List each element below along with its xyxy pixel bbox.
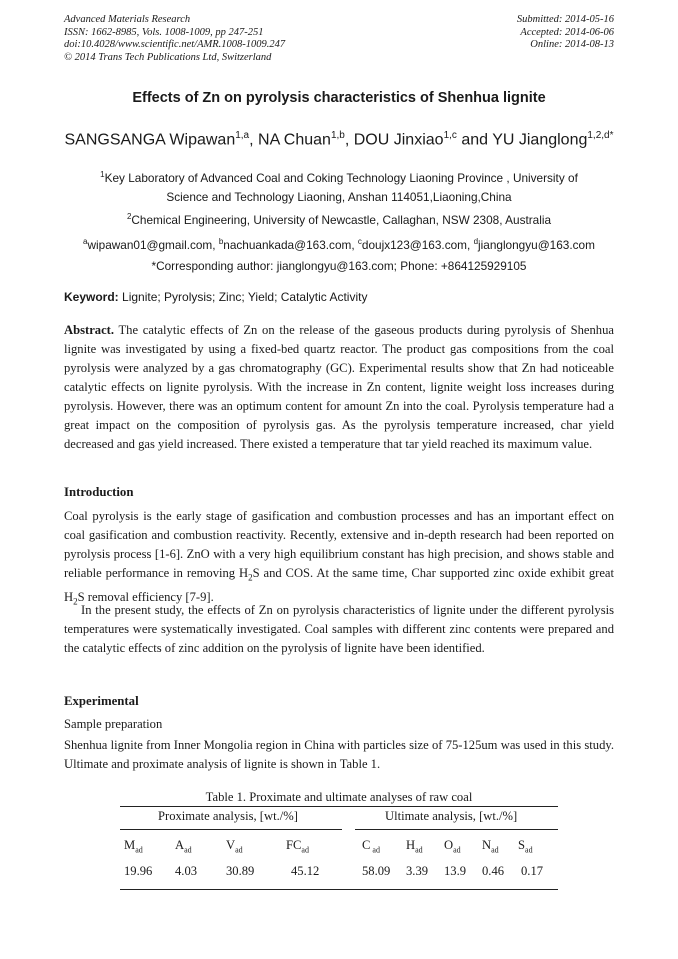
- text-run: S and COS. At the same time, Char supported zinc oxide exhibit great H: [64, 566, 614, 604]
- email-link[interactable]: nachuankada@163.com,: [223, 237, 358, 252]
- author-list: [0, 130, 678, 149]
- column-header: C $_{ad}$: [362, 838, 380, 855]
- table-cell: 4.03: [175, 864, 198, 878]
- author-sep: and: [456, 131, 493, 149]
- author-sup: 1,2,d*: [587, 130, 614, 141]
- author-sep: ,: [344, 131, 354, 149]
- author-sup: 1,b: [330, 130, 345, 141]
- email-sup: b: [218, 237, 224, 246]
- affiliation-text: Chemical Engineering, University of Newcastle, Callaghan, NSW 2308, Australia: [131, 212, 552, 227]
- table-cell: 58.09: [362, 864, 391, 878]
- column-header: $H_{ad}$: [406, 838, 423, 855]
- sample-preparation-subheading: Sample preparation: [64, 717, 163, 731]
- issn-line: ISSN: 1662-8985, Vols. 1008-1009, pp 247-251: [64, 26, 264, 38]
- subscript: 2: [248, 572, 253, 583]
- table-cell: 19.96: [124, 864, 153, 878]
- email-list: [40, 232, 638, 255]
- journal-info: [64, 14, 285, 64]
- table-cell: 30.89: [226, 864, 255, 878]
- column-header: $N_{ad}$: [482, 838, 499, 855]
- online-date: Online: 2014-08-13: [530, 39, 614, 50]
- table-cell: 45.12: [291, 864, 320, 878]
- paper-title: Effects of Zn on pyrolysis characteristics of Shenhua lignite: [132, 90, 546, 106]
- ultimate-group-rule: [355, 829, 558, 830]
- author-sup: 1,a: [235, 130, 250, 141]
- proximate-group-rule: [120, 829, 342, 830]
- introduction-paragraph-2: In the present study, the effects of Zn on pyrolysis characteristics of lignite under the different pyrolysis temperatures were systematically investigated. Coal samples with different zinc contents were prepared and the catalytic effects of zinc addition on the pyrolysis of lignite have been identified.: [64, 603, 614, 655]
- journal-name: Advanced Materials Research: [64, 14, 191, 25]
- affiliation-1: [84, 165, 594, 207]
- author-sup: 1,c: [443, 130, 457, 141]
- author-name: YU Jianglong: [492, 131, 588, 149]
- column-header: $V_{ad}$: [226, 838, 243, 855]
- text-run: Coal pyrolysis is the early stage of gasification and combustion processes and has an important effect on coal gasification and combustion reactivity. Recently, extensive and in-depth research had been reported on pyrolysis process [1-6]. ZnO with a very high equilibrium constant has high precision, and shows stable and reliable performance in removing H: [64, 509, 614, 580]
- submitted-date: Submitted: 2014-05-16: [516, 14, 614, 25]
- email-sup: c: [357, 237, 362, 246]
- table-group-proximate: Proximate analysis, [wt./%]: [158, 809, 298, 823]
- email-sup: d: [473, 237, 479, 246]
- doi-line[interactable]: doi:10.4028/www.scientific.net/AMR.1008-1009.247: [64, 39, 286, 50]
- experimental-paragraph: Shenhua lignite from Inner Mongolia region in China with particles size of 75-125um was used in this study. Ultimate and proximate analysis of lignite is shown in Table 1.: [64, 738, 614, 771]
- table-group-ultimate: Ultimate analysis, [wt./%]: [385, 809, 518, 823]
- table-caption: Table 1. Proximate and ultimate analyses of raw coal: [205, 790, 473, 804]
- abstract-label: Abstract.: [64, 323, 115, 337]
- affiliation-2: [64, 207, 614, 230]
- table-cell: 3.39: [406, 864, 429, 878]
- column-header: $O_{ad}$: [444, 838, 461, 855]
- author-name: NA Chuan: [258, 131, 331, 149]
- table-cell: 0.46: [482, 864, 505, 878]
- corresponding-author: *Corresponding author: jianglongyu@163.com; Phone: +864125929105: [151, 259, 527, 273]
- email-link[interactable]: doujx123@163.com,: [361, 237, 474, 252]
- author-name: DOU Jinxiao: [353, 131, 444, 149]
- table-bottom-rule: [120, 889, 558, 890]
- table-top-rule: [120, 806, 558, 807]
- introduction-heading: Introduction: [64, 485, 134, 499]
- abstract: [64, 321, 614, 454]
- email-sup: a: [83, 237, 88, 246]
- table-cell: 13.9: [444, 864, 467, 878]
- copyright-line: © 2014 Trans Tech Publications Ltd, Switzerland: [64, 51, 272, 63]
- author-sep: ,: [249, 131, 259, 149]
- subscript: 2: [73, 596, 78, 607]
- column-header: $A_{ad}$: [175, 838, 192, 855]
- dates-info: [517, 14, 614, 52]
- table-cell: 0.17: [521, 864, 544, 878]
- abstract-text: The catalytic effects of Zn on the release of the gaseous products during pyrolysis of Shenhua lignite was investigated by using a fixed-bed quartz reactor. The product gas compositions from the coal pyrolysis were analyzed by a gas chromatography (GC). Experimental results show that Zn had noticeable catalytic effects on lignite pyrolysis. With the increase in Zn content, lignite weight loss increases during pyrolysis. However, there was an optimum content for amount Zn into the coal. Pyrolysis temperature had a great impact on the composition of pyrolysis gas. As the pyrolysis temperature increased, char yield decreased and gas yield increased. There existed a temperature that tar yield reached its maximum value.: [64, 323, 614, 451]
- column-header: $FC_{ad}$: [286, 838, 309, 855]
- author-name: SANGSANGA Wipawan: [64, 131, 236, 149]
- introduction-paragraph-1: [64, 507, 614, 611]
- affiliation-sup: 1: [100, 170, 105, 179]
- email-link[interactable]: wipawan01@gmail.com,: [87, 237, 219, 252]
- text-run: S removal efficiency [7-9].: [77, 589, 214, 604]
- email-link[interactable]: jianglongyu@163.com: [478, 237, 595, 252]
- keywords-text: Lignite; Pyrolysis; Zinc; Yield; Catalytic Activity: [118, 290, 368, 304]
- column-header: $S_{ad}$: [518, 838, 533, 855]
- affiliation-text: Key Laboratory of Advanced Coal and Coking Technology Liaoning Province , University of Science and Technology Liaoning, Anshan 114051,Liaoning,China: [104, 170, 578, 204]
- keywords-label: Keyword:: [64, 290, 119, 304]
- column-header: $M_{ad}$: [124, 838, 143, 855]
- affiliation-sup: 2: [126, 212, 132, 221]
- accepted-date: Accepted: 2014-06-06: [520, 26, 614, 38]
- experimental-heading: Experimental: [64, 694, 139, 708]
- keywords-line: [64, 290, 614, 304]
